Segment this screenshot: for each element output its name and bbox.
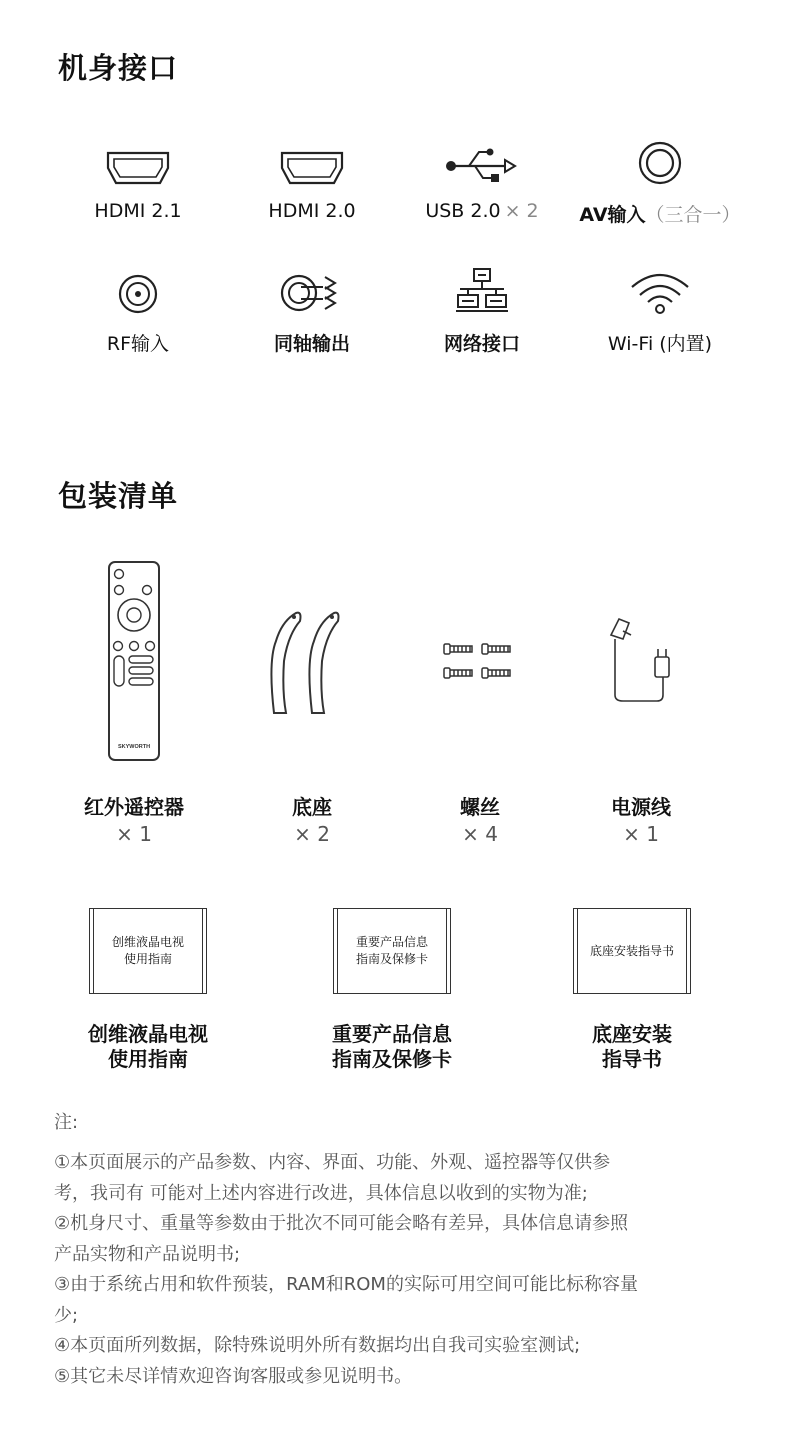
notes-line: ②机身尺寸、重量等参数由于批次不同可能会略有差异，具体信息请参照 <box>54 1213 629 1234</box>
port-rf-input <box>48 257 228 356</box>
notes-section <box>54 1108 744 1392</box>
package-item-stand <box>237 558 387 846</box>
item-name: 红外遥控器 <box>84 795 184 819</box>
remote-control-icon <box>107 560 161 762</box>
notes-line: 产品实物和产品说明书; <box>54 1243 241 1265</box>
document-card: 重要产品信息 指南及保修卡 <box>333 908 451 994</box>
rf-port-icon <box>117 273 159 315</box>
document-user-guide <box>38 908 258 1072</box>
usb-icon <box>445 144 519 186</box>
notes-heading: 注: <box>54 1112 79 1133</box>
notes-line: ①本页面展示的产品参数、内容、界面、功能、外观、遥控器等仅供参 <box>54 1152 611 1173</box>
port-network <box>392 257 572 356</box>
item-qty: × 4 <box>462 822 498 846</box>
notes-line: ③由于系统占用和软件预装，RAM和ROM的实际可用空间可能比标称容量 <box>54 1274 638 1295</box>
hdmi-port-icon <box>279 150 345 186</box>
document-name: 底座安装 指导书 <box>592 1022 672 1071</box>
document-card: 底座安装指导书 <box>573 908 691 994</box>
port-wifi <box>570 257 750 356</box>
wifi-icon <box>629 271 691 315</box>
port-label: 同轴输出 <box>273 333 350 355</box>
package-section-title: 包装清单 <box>58 479 179 513</box>
package-item-power-cord <box>566 558 716 846</box>
port-label: HDMI 2.0 <box>268 200 356 222</box>
screw-icon <box>442 638 518 684</box>
av-port-icon <box>637 140 683 186</box>
port-label: AV输入（三合一） <box>579 204 741 226</box>
port-usb <box>392 128 572 222</box>
notes-line: ④本页面所列数据，除特殊说明外所有数据均出自我司实验室测试; <box>54 1335 581 1356</box>
coaxial-output-icon <box>279 271 345 315</box>
port-label: RF输入 <box>106 333 170 355</box>
package-item-remote <box>59 558 209 846</box>
port-hdmi-2-0 <box>222 128 402 222</box>
document-name: 重要产品信息 指南及保修卡 <box>332 1022 452 1071</box>
hdmi-port-icon <box>105 150 171 186</box>
ports-section-title: 机身接口 <box>58 51 179 85</box>
item-name: 底座 <box>292 795 332 819</box>
notes-line: 考，我司有 可能对上述内容进行改进，具体信息以收到的实物为准; <box>54 1182 588 1204</box>
item-qty: × 1 <box>623 822 659 846</box>
package-item-screws <box>405 558 555 846</box>
stand-icon <box>266 601 358 721</box>
port-label: USB 2.0 × 2 <box>425 200 539 222</box>
port-label: Wi-Fi (内置) <box>607 333 713 355</box>
item-qty: × 2 <box>294 822 330 846</box>
port-label: 网络接口 <box>443 333 520 355</box>
network-port-icon <box>454 267 510 315</box>
item-qty: × 1 <box>116 822 152 846</box>
port-label: HDMI 2.1 <box>94 200 182 222</box>
port-coaxial-output <box>222 257 402 356</box>
port-av-input <box>570 128 750 227</box>
document-warranty-card <box>282 908 502 1072</box>
notes-line: 少; <box>54 1304 79 1326</box>
item-name: 螺丝 <box>460 795 500 819</box>
svg-text:SKYWORTH: SKYWORTH <box>117 743 151 750</box>
power-cord-icon <box>605 613 677 709</box>
port-hdmi-2-1 <box>48 128 228 222</box>
document-stand-install-guide <box>522 908 742 1072</box>
document-name: 创维液晶电视 使用指南 <box>88 1022 208 1071</box>
document-card: 创维液晶电视 使用指南 <box>89 908 207 994</box>
item-name: 电源线 <box>611 795 671 819</box>
notes-line: ⑤其它未尽详情欢迎咨询客服或参见说明书。 <box>54 1365 413 1387</box>
